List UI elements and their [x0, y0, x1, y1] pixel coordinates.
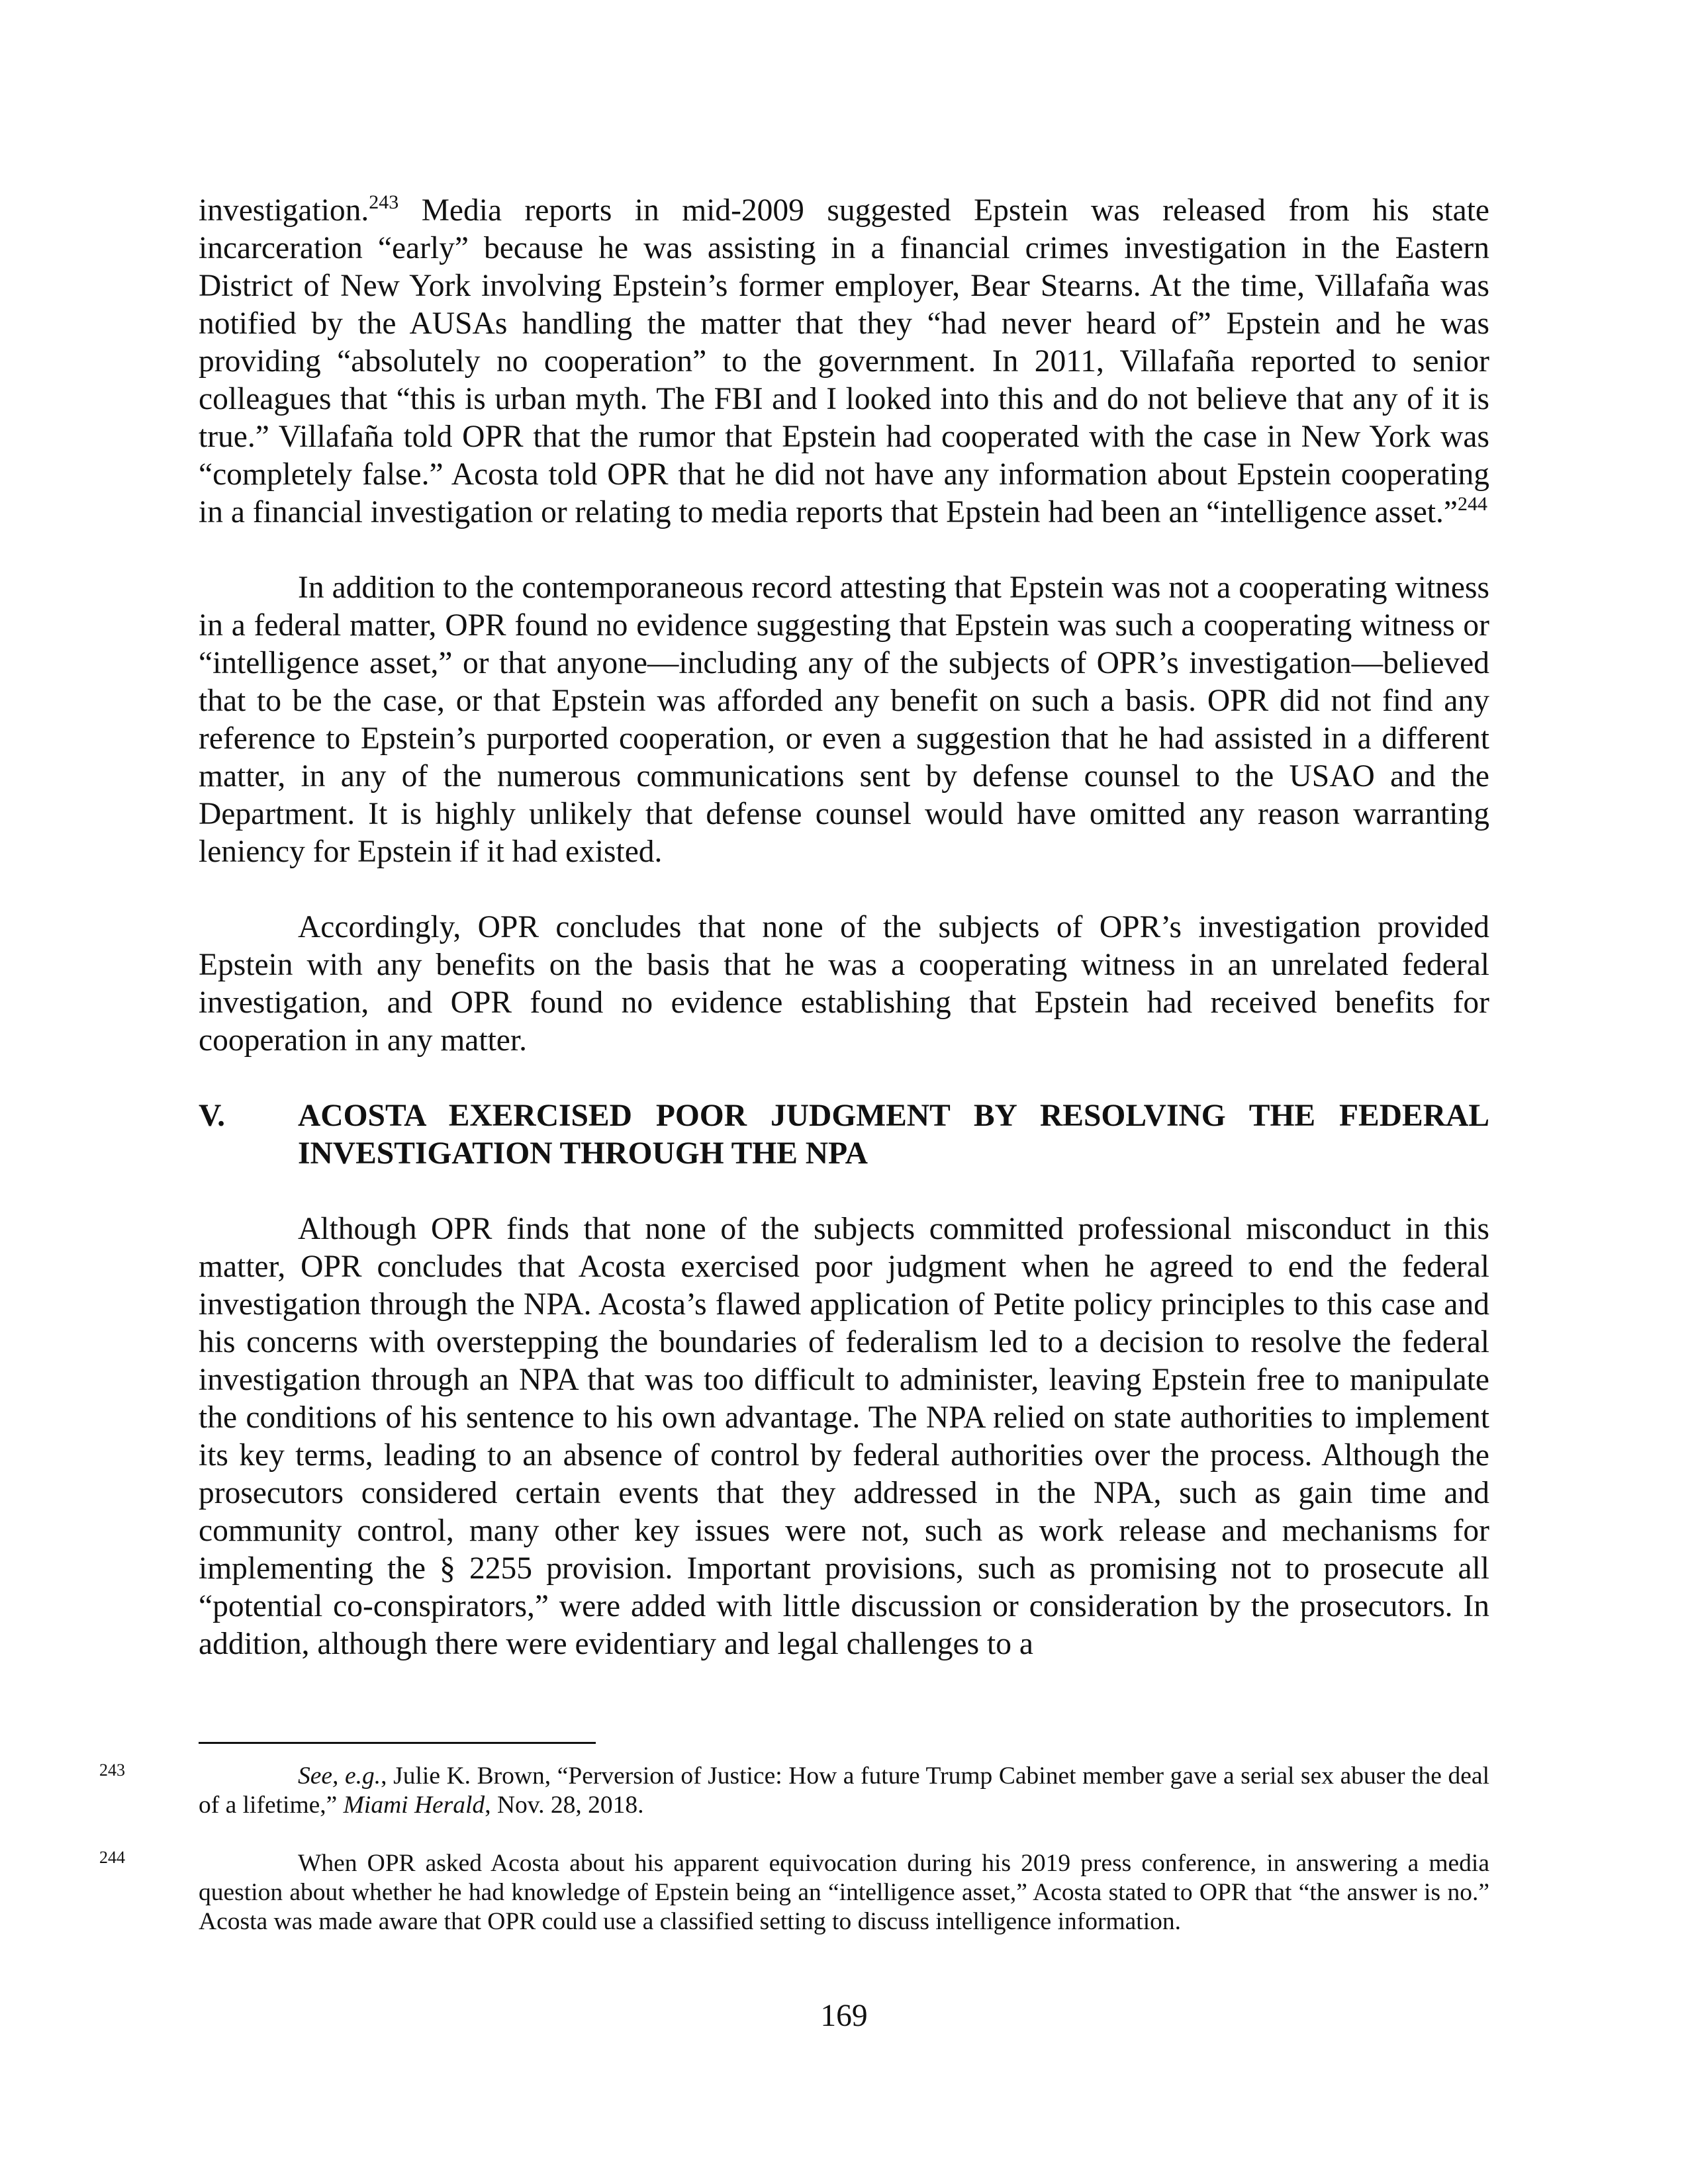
section-heading — [199, 1097, 1489, 1173]
paragraph-cooperation-evidence: In addition to the contemporaneous record attesting that Epstein was not a cooperating witness in a federal matter, OPR found no evidence suggesting that Epstein was such a cooperating witness or “intelligence asset,” or that anyone—including any of the subjects of OPR’s investigation—believed that to be the case, or that Epstein was afforded any benefit on such a basis. OPR did not find any reference to Epstein’s purported cooperation, or even a suggestion that he had assisted in a different matter, in any of the numerous communications sent by defense counsel to the USAO and the Department. It is highly unlikely that defense counsel would have omitted any reason warranting leniency for Epstein if it had existed. — [199, 570, 1489, 869]
footnote-ref-244[interactable]: 244 — [1457, 493, 1487, 515]
footnote-ref-243[interactable]: 243 — [369, 191, 399, 213]
footnote-244 — [99, 1848, 1489, 1936]
section-number: V. — [199, 1099, 226, 1133]
publication-name: Miami Herald — [343, 1792, 485, 1819]
paragraph-poor-judgment: Although OPR finds that none of the subjects committed professional misconduct in this matter, OPR concludes that Acosta exercised poor judgment when he agreed to end the federal investigation through the NPA. Acosta’s flawed application of Petite policy principles to this case and his concerns with overstepping the boundaries of federalism led to a decision to resolve the federal investigation through an NPA that was too difficult to administer, leaving Epstein free to manipulate the conditions of his sentence to his own advantage. The NPA relied on state authorities to implement its key terms, leading to an absence of control by federal authorities over the process. Although the prosecutors considered certain events that they addressed in the NPA, such as gain time and community control, many other key issues were not, such as work release and mechanisms for implementing the § 2255 provision. Important provisions, such as promising not to prosecute all “potential co-conspirators,” were added with little discussion or consideration by the prosecutors. In addition, although there were evidentiary and legal challenges to a — [199, 1212, 1489, 1661]
citation-signal: See, e.g. — [298, 1762, 381, 1790]
paragraph-text: investigation. — [199, 193, 369, 228]
footnotes — [99, 1760, 1489, 1966]
footnote-text: , Julie K. Brown, “Perversion of Justice: How a future Trump Cabinet member gave a serial sex abuser the deal of a lifetime,” — [199, 1762, 1489, 1819]
page-number: 169 — [820, 1999, 868, 2033]
footnote-number: 244 — [99, 1848, 125, 1867]
document-body — [199, 192, 1489, 1701]
section-title: ACOSTA EXERCISED POOR JUDGMENT BY RESOLVING THE FEDERAL INVESTIGATION THROUGH THE NPA — [298, 1099, 1489, 1171]
paragraph-conclusion: Accordingly, OPR concludes that none of the subjects of OPR’s investigation provided Epstein with any benefits on the basis that he was a cooperating witness in an unrelated federal investigation, and OPR found no evidence establishing that Epstein had received benefits for cooperation in any matter. — [199, 910, 1489, 1058]
footnote-divider — [199, 1742, 596, 1744]
footnote-text: When OPR asked Acosta about his apparent equivocation during his 2019 press conference, in answering a media question about whether he had knowledge of Epstein being an “intelligence asset,” Acosta stated to OPR that “the answer is no.” Acosta was made aware that OPR could use a classified setting to discuss intelligence information. — [199, 1850, 1489, 1935]
paragraph-text: Media reports in mid-2009 suggested Epstein was released from his state incarceration “early” because he was assisting in a financial crimes investigation in the Eastern District of New York involving Epstein’s former employer, Bear Stearns. At the time, Villafaña was notified by the AUSAs handling the matter that they “had never heard of” Epstein and he was providing “absolutely no cooperation” to the government. In 2011, Villafaña reported to senior colleagues that “this is urban myth. The FBI and I looked into this and do not believe that any of it is true.” Villafaña told OPR that the rumor that Epstein had cooperated with the case in New York was “completely false.” Acosta told OPR that he did not have any information about Epstein cooperating in a financial investigation or relating to media reports that Epstein had been an “intelligence asset.” — [199, 193, 1489, 529]
paragraph-continuation — [199, 192, 1489, 531]
footnote-text: , Nov. 28, 2018. — [485, 1792, 644, 1819]
footnote-243 — [99, 1760, 1489, 1820]
footnote-number: 243 — [99, 1760, 125, 1780]
